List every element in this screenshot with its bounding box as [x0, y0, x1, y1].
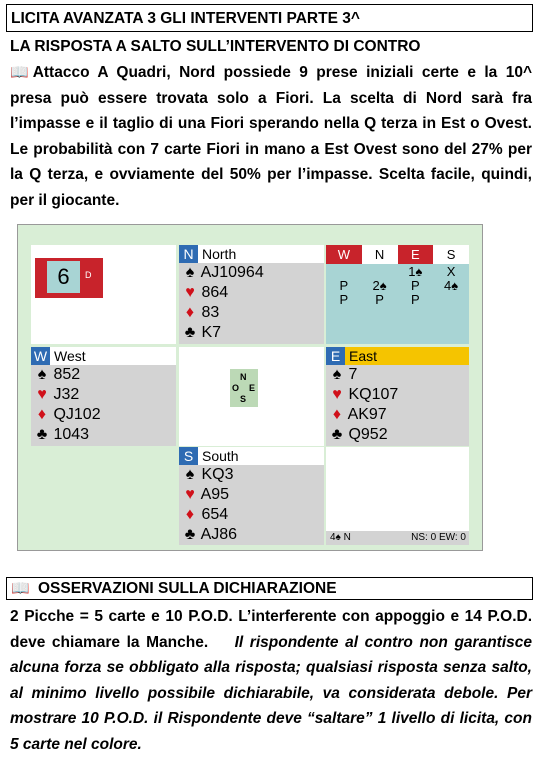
diamond-icon: ♦: [332, 406, 342, 423]
spade-icon: ♠: [185, 466, 195, 483]
south-name: South: [202, 448, 239, 464]
north-clubs: ♣ K7: [184, 324, 222, 341]
east-hand: [326, 347, 469, 446]
compass: [230, 369, 258, 407]
auction-panel: [326, 245, 469, 344]
west-header: [31, 347, 176, 365]
east-spades: ♠ 7: [326, 365, 469, 385]
north-spades: ♠ AJ10964: [179, 263, 324, 283]
spade-icon: ♠: [37, 366, 47, 383]
club-icon: ♣: [184, 324, 196, 341]
compass-n: N: [240, 372, 247, 382]
observations-header: [6, 577, 533, 600]
auction-seat-n: N: [362, 245, 398, 264]
bid: [362, 265, 398, 279]
auction-seat-w: W: [326, 245, 362, 264]
heart-icon: ♥: [185, 284, 195, 301]
compass-s: S: [240, 394, 247, 404]
south-spades: ♠ KQ3: [179, 465, 324, 485]
bid: P: [411, 292, 420, 307]
observations-body: [10, 604, 532, 757]
south-diamonds: ♦ 654: [179, 505, 324, 525]
bid: 2♠: [372, 278, 387, 293]
west-seat: W: [31, 347, 50, 365]
dealer-label: D: [85, 270, 92, 280]
west-diamonds: ♦ QJ102: [31, 405, 176, 425]
west-hand: [31, 347, 176, 446]
spade-icon: ♠: [332, 366, 342, 383]
west-spades: ♠ 852: [31, 365, 176, 385]
book-icon: 📖: [11, 580, 30, 597]
east-clubs: ♣ Q952: [331, 426, 388, 443]
south-seat: S: [179, 447, 198, 465]
north-seat: N: [179, 245, 198, 263]
auction-bids: [326, 265, 469, 307]
bid: [326, 265, 362, 279]
heart-icon: ♥: [332, 386, 342, 403]
east-name: East: [349, 348, 378, 364]
south-hearts: ♥ A95: [179, 485, 324, 505]
bid: [433, 293, 469, 307]
observations-italic-text: Il rispondente al contro non garantisce alcuna forza se obbligato alla risposta; qualsiasi risposta senza salto, al minimo livello possibile dichiarabile, va considerata debole. Per mostrare 10 P.O.D. il Rispondente deve “saltare” 1 livello di licita, con 5 carte nel colore.: [10, 633, 532, 753]
east-diamonds: ♦ AK97: [326, 405, 469, 425]
compass-panel: [179, 347, 324, 446]
bid: X: [446, 264, 456, 279]
diamond-icon: ♦: [185, 506, 195, 523]
section-subtitle: LA RISPOSTA A SALTO SULL’INTERVENTO DI CONTRO: [10, 38, 421, 55]
west-clubs: ♣ 1043: [36, 426, 90, 443]
club-icon: ♣: [36, 426, 48, 443]
north-hand: [179, 245, 324, 344]
north-diamonds: ♦ 83: [179, 303, 324, 323]
spade-icon: ♠: [185, 264, 195, 281]
board-number-panel: [31, 245, 176, 344]
north-name: North: [202, 246, 237, 262]
south-hand: [179, 447, 324, 545]
book-icon: 📖: [10, 64, 29, 81]
result-panel: [326, 447, 469, 545]
board-number-card: [35, 258, 103, 298]
intro-paragraph: [10, 60, 532, 213]
diamond-icon: ♦: [185, 304, 195, 321]
diamond-icon: ♦: [37, 406, 47, 423]
observations-bold-text: 2 Picche = 5 carte e 10 P.O.D. L’interferente con appoggio e 14 P.O.D. deve chiamare la Manche.: [10, 608, 532, 651]
intro-text: Attacco A Quadri, Nord possiede 9 prese iniziali certe e la 10^ presa può essere trovata solo a Fiori. La scelta di Nord sarà fra l’impasse e il taglio di una Fiori sperando nella Q terza in Est o Ovest. Le probabilità con 7 carte Fiori in mano a Est Ovest sono del 27% per la Q terza, e ovviamente del 50% per l’impasse. Scelta facile, quindi, per il giocante.: [10, 64, 532, 209]
east-header: [326, 347, 469, 365]
south-clubs: ♣ AJ86: [184, 526, 238, 543]
club-icon: ♣: [331, 426, 343, 443]
north-header: [179, 245, 324, 263]
north-hearts: ♥ 864: [179, 283, 324, 303]
bid: 4♠: [444, 278, 459, 293]
result-bar: [326, 531, 469, 545]
bid: P: [375, 292, 384, 307]
contract-label: 4♠ N: [330, 532, 351, 543]
bridge-board: [17, 224, 483, 551]
heart-icon: ♥: [37, 386, 47, 403]
bid: P: [339, 292, 349, 307]
bid: P: [339, 278, 349, 293]
east-hearts: ♥ KQ107: [326, 385, 469, 405]
page-title: LICITA AVANZATA 3 GLI INTERVENTI PARTE 3^: [6, 4, 533, 32]
auction-header: [326, 245, 469, 264]
board-number: 6: [47, 261, 80, 293]
west-name: West: [54, 348, 86, 364]
compass-o: O: [232, 383, 240, 393]
west-hearts: ♥ J32: [31, 385, 176, 405]
compass-e: E: [249, 383, 256, 393]
bid: 1♠: [408, 264, 423, 279]
observations-title: OSSERVAZIONI SULLA DICHIARAZIONE: [38, 580, 337, 597]
heart-icon: ♥: [185, 486, 195, 503]
score-label: NS: 0 EW: 0: [411, 532, 466, 543]
auction-seat-e: E: [398, 245, 434, 264]
auction-seat-s: S: [433, 245, 469, 264]
east-seat: E: [326, 347, 345, 365]
south-header: [179, 447, 324, 465]
bid: P: [411, 278, 420, 293]
club-icon: ♣: [184, 526, 196, 543]
